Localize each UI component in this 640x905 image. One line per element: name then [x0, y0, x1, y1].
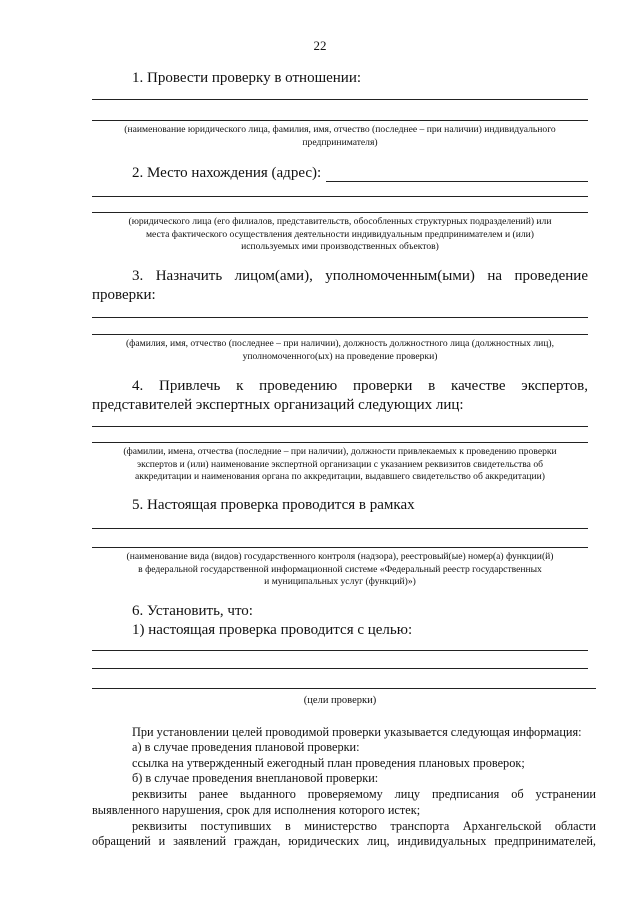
info-line: ссылка на утвержденный ежегодный план проведения плановых проверок; — [132, 756, 525, 770]
caption-line: (наименование вида (видов) государственного контроля (надзора), реестровый(ые) номер(а) функции(й) — [126, 551, 554, 562]
caption-line: (фамилии, имена, отчества (последние – при наличии), должности привлекаемых к проведению проверки — [123, 446, 557, 457]
info-line: б) в случае проведения внеплановой проверки: — [132, 771, 379, 785]
fill-line — [92, 212, 588, 213]
section-6-subtitle: 1) настоящая проверка проводится с целью: — [132, 622, 413, 638]
fill-line — [92, 334, 588, 335]
section-4-caption — [80, 446, 600, 484]
fill-line — [92, 317, 588, 318]
caption-line: (наименование юридического лица, фамилия, имя, отчество (последнее – при наличии) индивидуального — [124, 124, 556, 135]
caption-line: уполномоченного(ых) на проведение проверки) — [242, 350, 438, 362]
caption-line: места фактического осуществления деятельности индивидуальным предпринимателем и (или) — [145, 228, 534, 240]
section-4-title-line1: 4. Привлечь к проведению проверки в качестве экспертов, — [132, 378, 588, 394]
section-3-title-line2: проверки: — [92, 287, 156, 303]
section-5-caption — [80, 551, 600, 589]
page-number: 22 — [313, 38, 327, 53]
section-1-caption — [80, 124, 600, 149]
fill-line — [92, 99, 588, 100]
caption-line: (фамилия, имя, отчество (последнее – при наличии), должность должностного лица (должностных лиц), — [125, 338, 555, 349]
fill-line — [92, 120, 588, 121]
section-2-caption — [80, 216, 600, 254]
fill-line — [92, 688, 596, 689]
section-3-title-line1: 3. Назначить лицом(ами), уполномоченным(ыми) на проведение — [132, 268, 588, 284]
info-line: выявленного нарушения, срок для исполнения которого истек; — [92, 803, 421, 817]
section-1-title: 1. Провести проверку в отношении: — [132, 70, 362, 86]
section-2-title: 2. Место нахождения (адрес): — [132, 165, 322, 181]
fill-line — [92, 196, 588, 197]
fill-line — [92, 528, 588, 529]
fill-line — [92, 426, 588, 427]
section-4-title-line2: представителей экспертных организаций следующих лиц: — [92, 397, 464, 413]
section-6-title: 6. Установить, что: — [132, 603, 253, 619]
section-6-caption: (цели проверки) — [303, 695, 377, 706]
caption-line: в федеральной государственной информационной системе «Федеральный реестр государственных — [138, 563, 542, 575]
info-line: обращений и заявлений граждан, юридических лиц, индивидуальных предпринимателей, — [92, 834, 596, 848]
info-line: реквизиты поступивших в министерство транспорта Архангельской области — [132, 819, 596, 833]
caption-line: аккредитации и наименования органа по аккредитации, выдавшего свидетельство об аккредитации) — [135, 471, 545, 482]
section-3-caption — [80, 338, 600, 363]
fill-line — [92, 668, 588, 669]
caption-line: и муниципальных услуг (функций)») — [264, 576, 416, 587]
caption-line: (юридического лица (его филиалов, представительств, обособленных структурных подразделений) или — [128, 216, 552, 227]
fill-line — [92, 547, 588, 548]
info-line: а) в случае проведения плановой проверки: — [132, 740, 360, 754]
caption-line: предпринимателя) — [302, 136, 378, 148]
info-line: реквизиты ранее выданного проверяемому лицу предписания об устранении — [132, 787, 596, 801]
fill-line — [92, 650, 588, 651]
info-line: При установлении целей проводимой проверки указывается следующая информация: — [132, 725, 582, 739]
section-5-title: 5. Настоящая проверка проводится в рамках — [132, 497, 415, 513]
caption-line: используемых ими производственных объектов) — [241, 241, 439, 252]
caption-line: экспертов и (или) наименование экспертной организации с указанием реквизитов свидетельства об — [136, 458, 544, 470]
fill-line — [92, 442, 588, 443]
fill-line — [326, 181, 588, 182]
